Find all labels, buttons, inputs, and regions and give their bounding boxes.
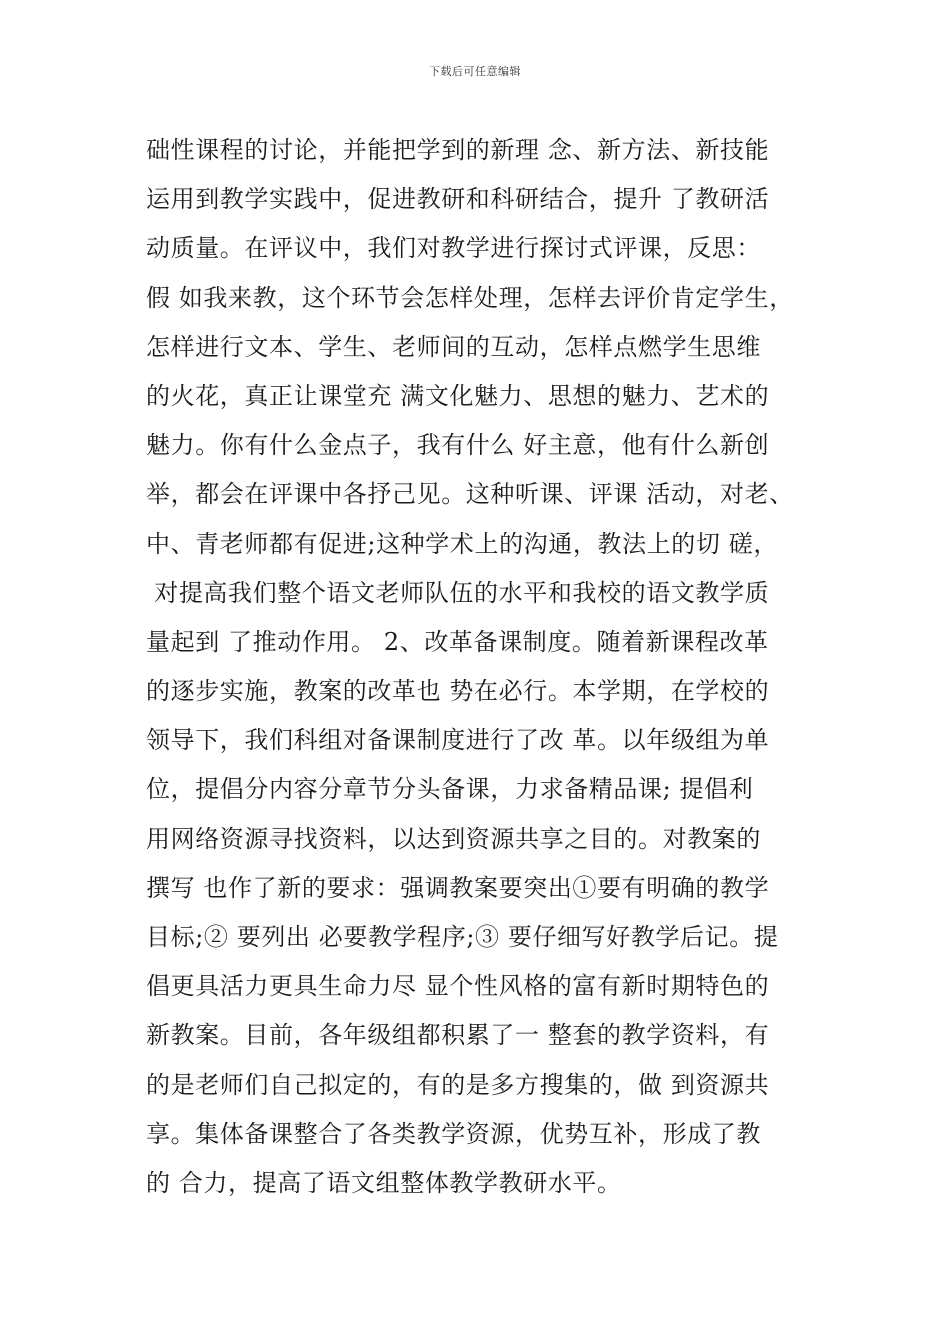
text-line: 撰写 也作了新的要求：强调教案要突出①要有明确的教学 (146, 873, 770, 902)
text-line: 的逐步实施，教案的改革也 势在必行。本学期，在学校的 (146, 677, 770, 706)
text-line: 动质量。在评议中，我们对教学进行探讨式评课，反思： (146, 234, 761, 263)
text-line: 领导下，我们科组对备课制度进行了改 革。以年级组为单 (146, 726, 770, 755)
text-line: 魅力。你有什么金点子，我有什么 好主意，他有什么新创 (146, 431, 770, 460)
text-line: 运用到教学实践中，促进教研和科研结合，提升 了教研活 (146, 185, 770, 214)
text-line: 举，都会在评课中各抒己见。这种听课、评课 活动，对老、 (146, 480, 794, 509)
text-line: 假 如我来教，这个环节会怎样处理，怎样去评价肯定学生， (146, 283, 794, 312)
text-line: 新教案。目前，各年级组都积累了一 整套的教学资料，有 (146, 1021, 770, 1050)
text-line: 倡更具活力更具生命力尽 显个性风格的富有新时期特色的 (146, 972, 770, 1001)
text-line: 量起到 了推动作用。 2、改革备课制度。随着新课程改革 (146, 627, 769, 656)
text-line: 用网络资源寻找资料，以达到资源共享之目的。对教案的 (146, 824, 761, 853)
text-line: 对提高我们整个语文老师队伍的水平和我校的语文教学质 (146, 578, 770, 607)
document-body (146, 126, 826, 1208)
text-line: 础性课程的讨论，并能把学到的新理 念、新方法、新技能 (146, 136, 770, 164)
text-line: 目标;② 要列出 必要教学程序;③ 要仔细写好教学后记。提 (146, 923, 779, 951)
text-line: 的是老师们自己拟定的，有的是多方搜集的，做 到资源共 (146, 1070, 770, 1099)
text-line: 的火花，真正让课堂充 满文化魅力、思想的魅力、艺术的 (146, 381, 770, 410)
text-line: 的 合力，提高了语文组整体教学教研水平。 (146, 1168, 622, 1197)
text-line: 中、青老师都有促进;这种学术上的沟通，教法上的切 磋， (146, 529, 778, 558)
page-header: 下载后可任意编辑 (429, 65, 521, 78)
text-line: 怎样进行文本、学生、老师间的互动，怎样点燃学生思维 (146, 332, 761, 361)
text-line: 位，提倡分内容分章节分头备课，力求备精品课; 提倡利 (146, 775, 754, 804)
text-line: 享。集体备课整合了各类教学资源，优势互补，形成了教 (146, 1119, 761, 1148)
